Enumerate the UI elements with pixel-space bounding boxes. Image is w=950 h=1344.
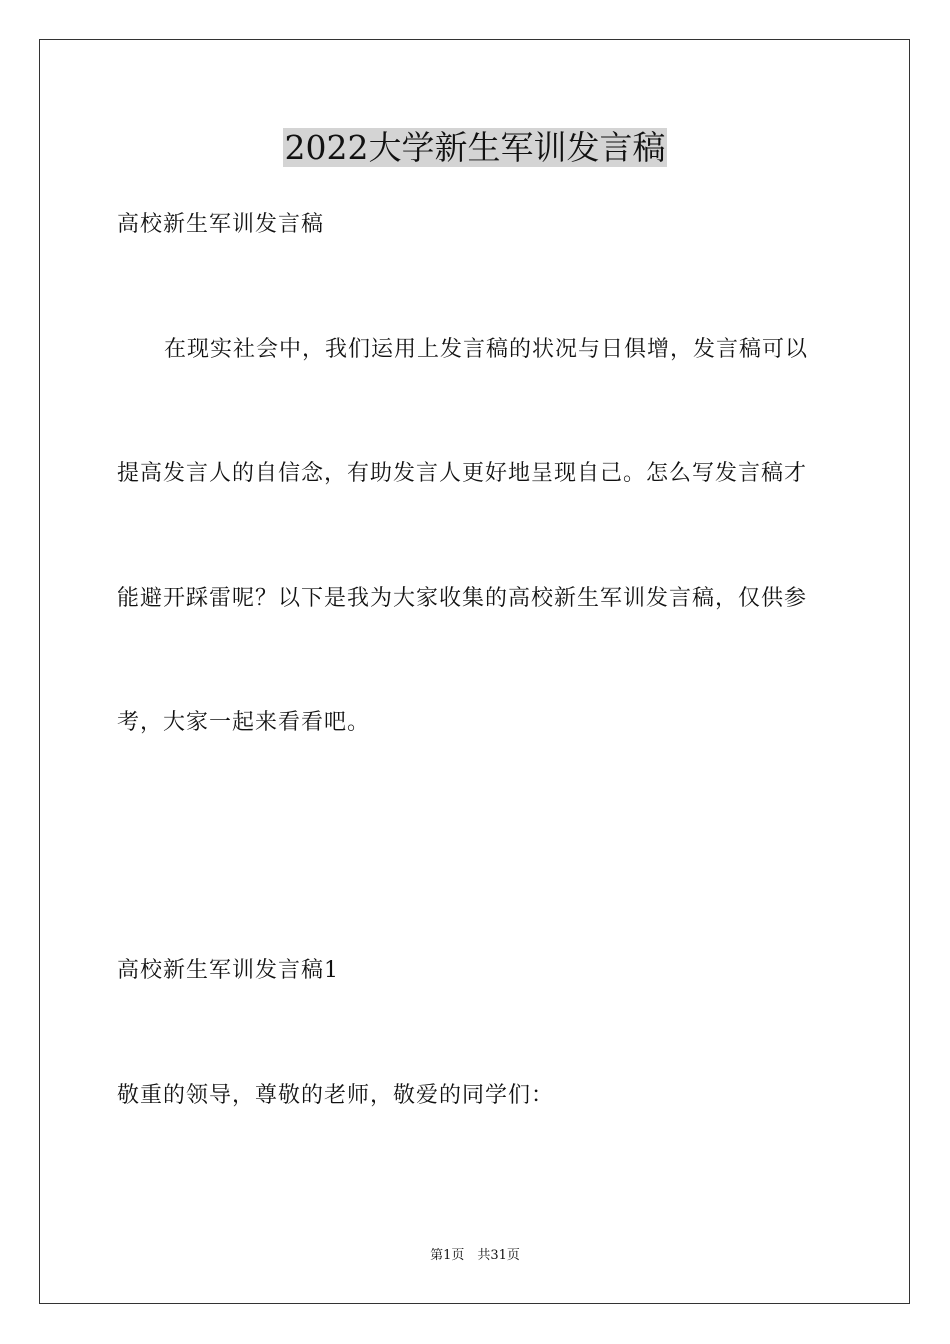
salutation: 敬重的领导，尊敬的老师，敬爱的同学们： [117, 1083, 555, 1108]
subtitle: 高校新生军训发言稿 [117, 212, 325, 237]
intro-line-1: 在现实社会中，我们运用上发言稿的状况与日俱增，发言稿可以 [164, 337, 809, 362]
intro-line-2: 提高发言人的自信念，有助发言人更好地呈现自己。怎么写发言稿才 [117, 461, 808, 486]
section-heading: 高校新生军训发言稿1 [117, 958, 339, 983]
intro-line-3: 能避开踩雷呢？以下是我为大家收集的高校新生军训发言稿，仅供参 [117, 586, 808, 611]
page-footer: 第1页 共31页 [430, 1248, 520, 1263]
document-title-text: 2022大学新生军训发言稿 [284, 128, 666, 167]
intro-line-4: 考，大家一起来看看吧。 [117, 710, 371, 735]
document-title [0, 126, 950, 170]
